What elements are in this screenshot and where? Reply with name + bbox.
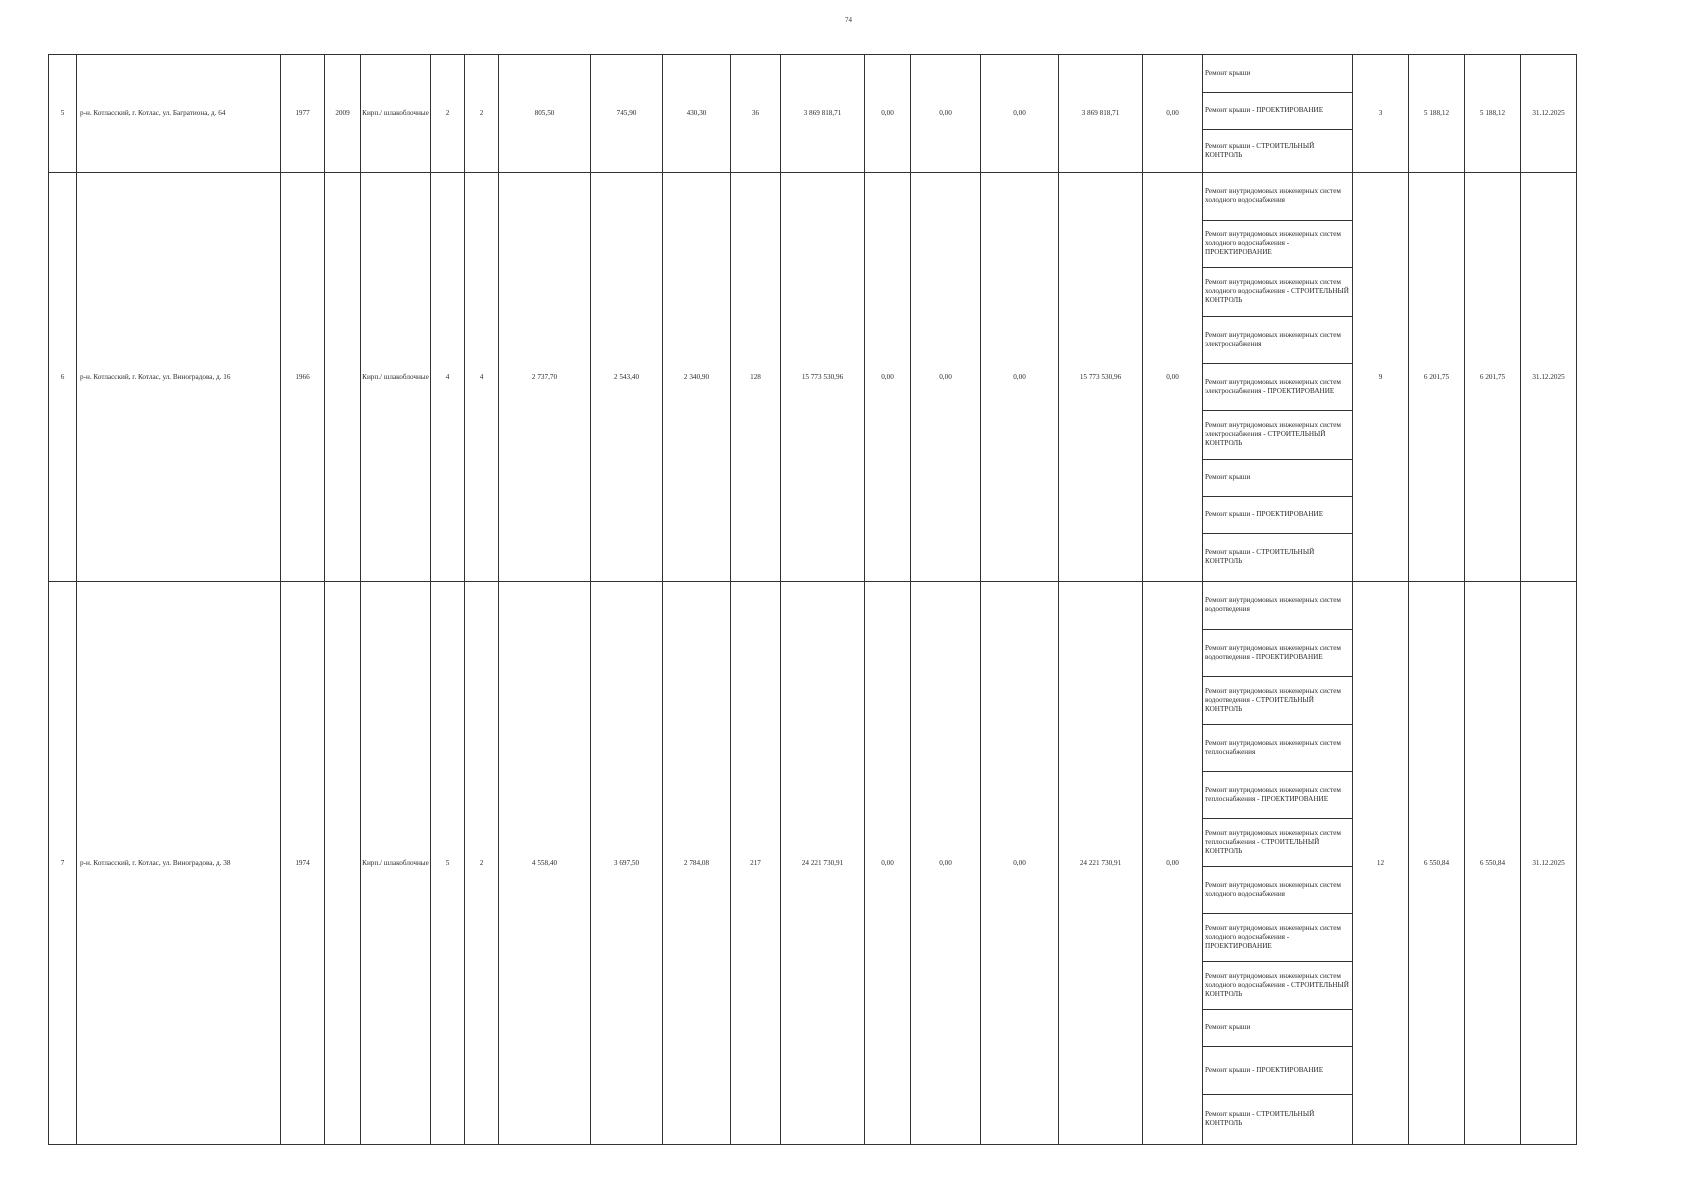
work-item: Ремонт внутридомовых инженерных систем теплоснабжения - ПРОЕКТИРОВАНИЕ	[1203, 771, 1352, 818]
cell-max-cost: 6 550,84	[1465, 582, 1521, 1145]
cell-cost-federal: 0,00	[865, 582, 911, 1145]
cell-address: р-н. Котласский, г. Котлас, ул. Виноградова, д. 38	[77, 582, 281, 1145]
cell-cost-federal: 0,00	[865, 173, 911, 582]
cell-year-repair	[325, 173, 361, 582]
cell-area-residential: 2 784,08	[663, 582, 731, 1145]
cell-wall-material: Кирп./ шлакоблочные	[361, 173, 431, 582]
cell-num: 5	[49, 55, 77, 173]
cell-area-all: 3 697,50	[591, 582, 663, 1145]
work-item: Ремонт крыши - ПРОЕКТИРОВАНИЕ	[1203, 496, 1352, 533]
cell-floors: 4	[431, 173, 465, 582]
work-item: Ремонт внутридомовых инженерных систем холодного водоснабжения	[1203, 173, 1352, 220]
work-item: Ремонт крыши	[1203, 1009, 1352, 1046]
work-item: Ремонт крыши - СТРОИТЕЛЬНЫЙ КОНТРОЛЬ	[1205, 548, 1315, 566]
cell-cost-owners: 24 221 730,91	[1059, 582, 1143, 1145]
cell-cost-total: 24 221 730,91	[781, 582, 865, 1145]
cell-works-count: 3	[1353, 55, 1409, 173]
work-item: Ремонт внутридомовых инженерных систем водоотведения	[1203, 582, 1352, 629]
repair-program-table	[48, 54, 1577, 1145]
cell-unit-cost: 6 550,84	[1409, 582, 1465, 1145]
cell-cost-total: 3 869 818,71	[781, 55, 865, 173]
cell-year-built: 1977	[281, 55, 325, 173]
work-item: Ремонт внутридомовых инженерных систем электроснабжения - ПРОЕКТИРОВАНИЕ	[1203, 363, 1352, 410]
cell-cost-regional: 0,00	[911, 582, 981, 1145]
work-item: Ремонт внутридомовых инженерных систем водоотведения - ПРОЕКТИРОВАНИЕ	[1203, 629, 1352, 676]
work-item: Ремонт внутридомовых инженерных систем электроснабжения - СТРОИТЕЛЬНЫЙ КОНТРОЛЬ	[1203, 410, 1352, 459]
table-row	[49, 55, 1577, 173]
work-item: Ремонт крыши	[1203, 55, 1352, 92]
work-item: Ремонт крыши - ПРОЕКТИРОВАНИЕ	[1203, 92, 1352, 129]
cell-entrances: 4	[465, 173, 499, 582]
cell-max-cost: 6 201,75	[1465, 173, 1521, 582]
work-item: Ремонт внутридомовых инженерных систем электроснабжения	[1203, 316, 1352, 363]
work-item: Ремонт крыши	[1203, 459, 1352, 496]
cell-cost-owners: 3 869 818,71	[1059, 55, 1143, 173]
cell-cost-other: 0,00	[1143, 173, 1203, 582]
cell-cost-regional: 0,00	[911, 173, 981, 582]
works-list	[1203, 582, 1352, 1144]
cell-unit-cost: 6 201,75	[1409, 173, 1465, 582]
works-list-cell	[1203, 582, 1353, 1145]
cell-area-all: 2 543,40	[591, 173, 663, 582]
work-item: Ремонт внутридомовых инженерных систем теплоснабжения	[1203, 724, 1352, 771]
table-row	[49, 173, 1577, 582]
cell-area-residential: 430,30	[663, 55, 731, 173]
cell-area-all: 745,90	[591, 55, 663, 173]
works-list-cell	[1203, 173, 1353, 582]
work-item: Ремонт крыши - СТРОИТЕЛЬНЫЙ КОНТРОЛЬ	[1205, 141, 1315, 159]
cell-cost-other: 0,00	[1143, 582, 1203, 1145]
work-item: Ремонт внутридомовых инженерных систем холодного водоснабжения - ПРОЕКТИРОВАНИЕ	[1203, 220, 1352, 267]
cell-deadline: 31.12.2025	[1521, 582, 1577, 1145]
page-number: 74	[845, 16, 852, 24]
cell-cost-local: 0,00	[981, 55, 1059, 173]
cell-year-built: 1966	[281, 173, 325, 582]
cell-cost-local: 0,00	[981, 582, 1059, 1145]
cell-area-residential: 2 340,90	[663, 173, 731, 582]
work-item: Ремонт внутридомовых инженерных систем холодного водоснабжения - СТРОИТЕЛЬНЫЙ КОНТРОЛЬ	[1203, 961, 1352, 1009]
cell-cost-total: 15 773 530,96	[781, 173, 865, 582]
cell-cost-owners: 15 773 530,96	[1059, 173, 1143, 582]
cell-cost-federal: 0,00	[865, 55, 911, 173]
cell-deadline: 31.12.2025	[1521, 55, 1577, 173]
cell-wall-material: Кирп./ шлакоблочные	[361, 582, 431, 1145]
work-item: Ремонт внутридомовых инженерных систем холодного водоснабжения - СТРОИТЕЛЬНЫЙ КОНТРОЛЬ	[1203, 267, 1352, 316]
cell-total-area: 4 558,40	[499, 582, 591, 1145]
works-list-cell	[1203, 55, 1353, 173]
cell-cost-local: 0,00	[981, 173, 1059, 582]
cell-floors: 5	[431, 582, 465, 1145]
works-list	[1203, 55, 1352, 172]
cell-cost-regional: 0,00	[911, 55, 981, 173]
cell-year-repair	[325, 582, 361, 1145]
cell-residents: 217	[731, 582, 781, 1145]
cell-num: 7	[49, 582, 77, 1145]
cell-address: р-н. Котласский, г. Котлас, ул. Багратиона, д. 64	[77, 55, 281, 173]
work-item: Ремонт внутридомовых инженерных систем холодного водоснабжения - ПРОЕКТИРОВАНИЕ	[1203, 913, 1352, 961]
cell-cost-other: 0,00	[1143, 55, 1203, 173]
cell-year-repair: 2009	[325, 55, 361, 173]
work-item: Ремонт крыши - СТРОИТЕЛЬНЫЙ КОНТРОЛЬ	[1205, 1110, 1315, 1128]
cell-residents: 128	[731, 173, 781, 582]
cell-wall-material: Кирп./ шлакоблочные	[361, 55, 431, 173]
work-item: Ремонт внутридомовых инженерных систем водоотведения - СТРОИТЕЛЬНЫЙ КОНТРОЛЬ	[1203, 676, 1352, 724]
table-row	[49, 582, 1577, 1145]
cell-entrances: 2	[465, 55, 499, 173]
cell-total-area: 805,50	[499, 55, 591, 173]
cell-deadline: 31.12.2025	[1521, 173, 1577, 582]
cell-unit-cost: 5 188,12	[1409, 55, 1465, 173]
work-item: Ремонт внутридомовых инженерных систем холодного водоснабжения	[1203, 866, 1352, 913]
cell-year-built: 1974	[281, 582, 325, 1145]
cell-total-area: 2 737,70	[499, 173, 591, 582]
cell-residents: 36	[731, 55, 781, 173]
cell-max-cost: 5 188,12	[1465, 55, 1521, 173]
cell-works-count: 12	[1353, 582, 1409, 1145]
cell-num: 6	[49, 173, 77, 582]
cell-entrances: 2	[465, 582, 499, 1145]
cell-works-count: 9	[1353, 173, 1409, 582]
work-item: Ремонт крыши - ПРОЕКТИРОВАНИЕ	[1203, 1046, 1352, 1094]
works-list	[1203, 173, 1352, 581]
work-item: Ремонт внутридомовых инженерных систем теплоснабжения - СТРОИТЕЛЬНЫЙ КОНТРОЛЬ	[1203, 818, 1352, 866]
cell-address: р-н. Котласский, г. Котлас, ул. Виноградова, д. 16	[77, 173, 281, 582]
cell-floors: 2	[431, 55, 465, 173]
